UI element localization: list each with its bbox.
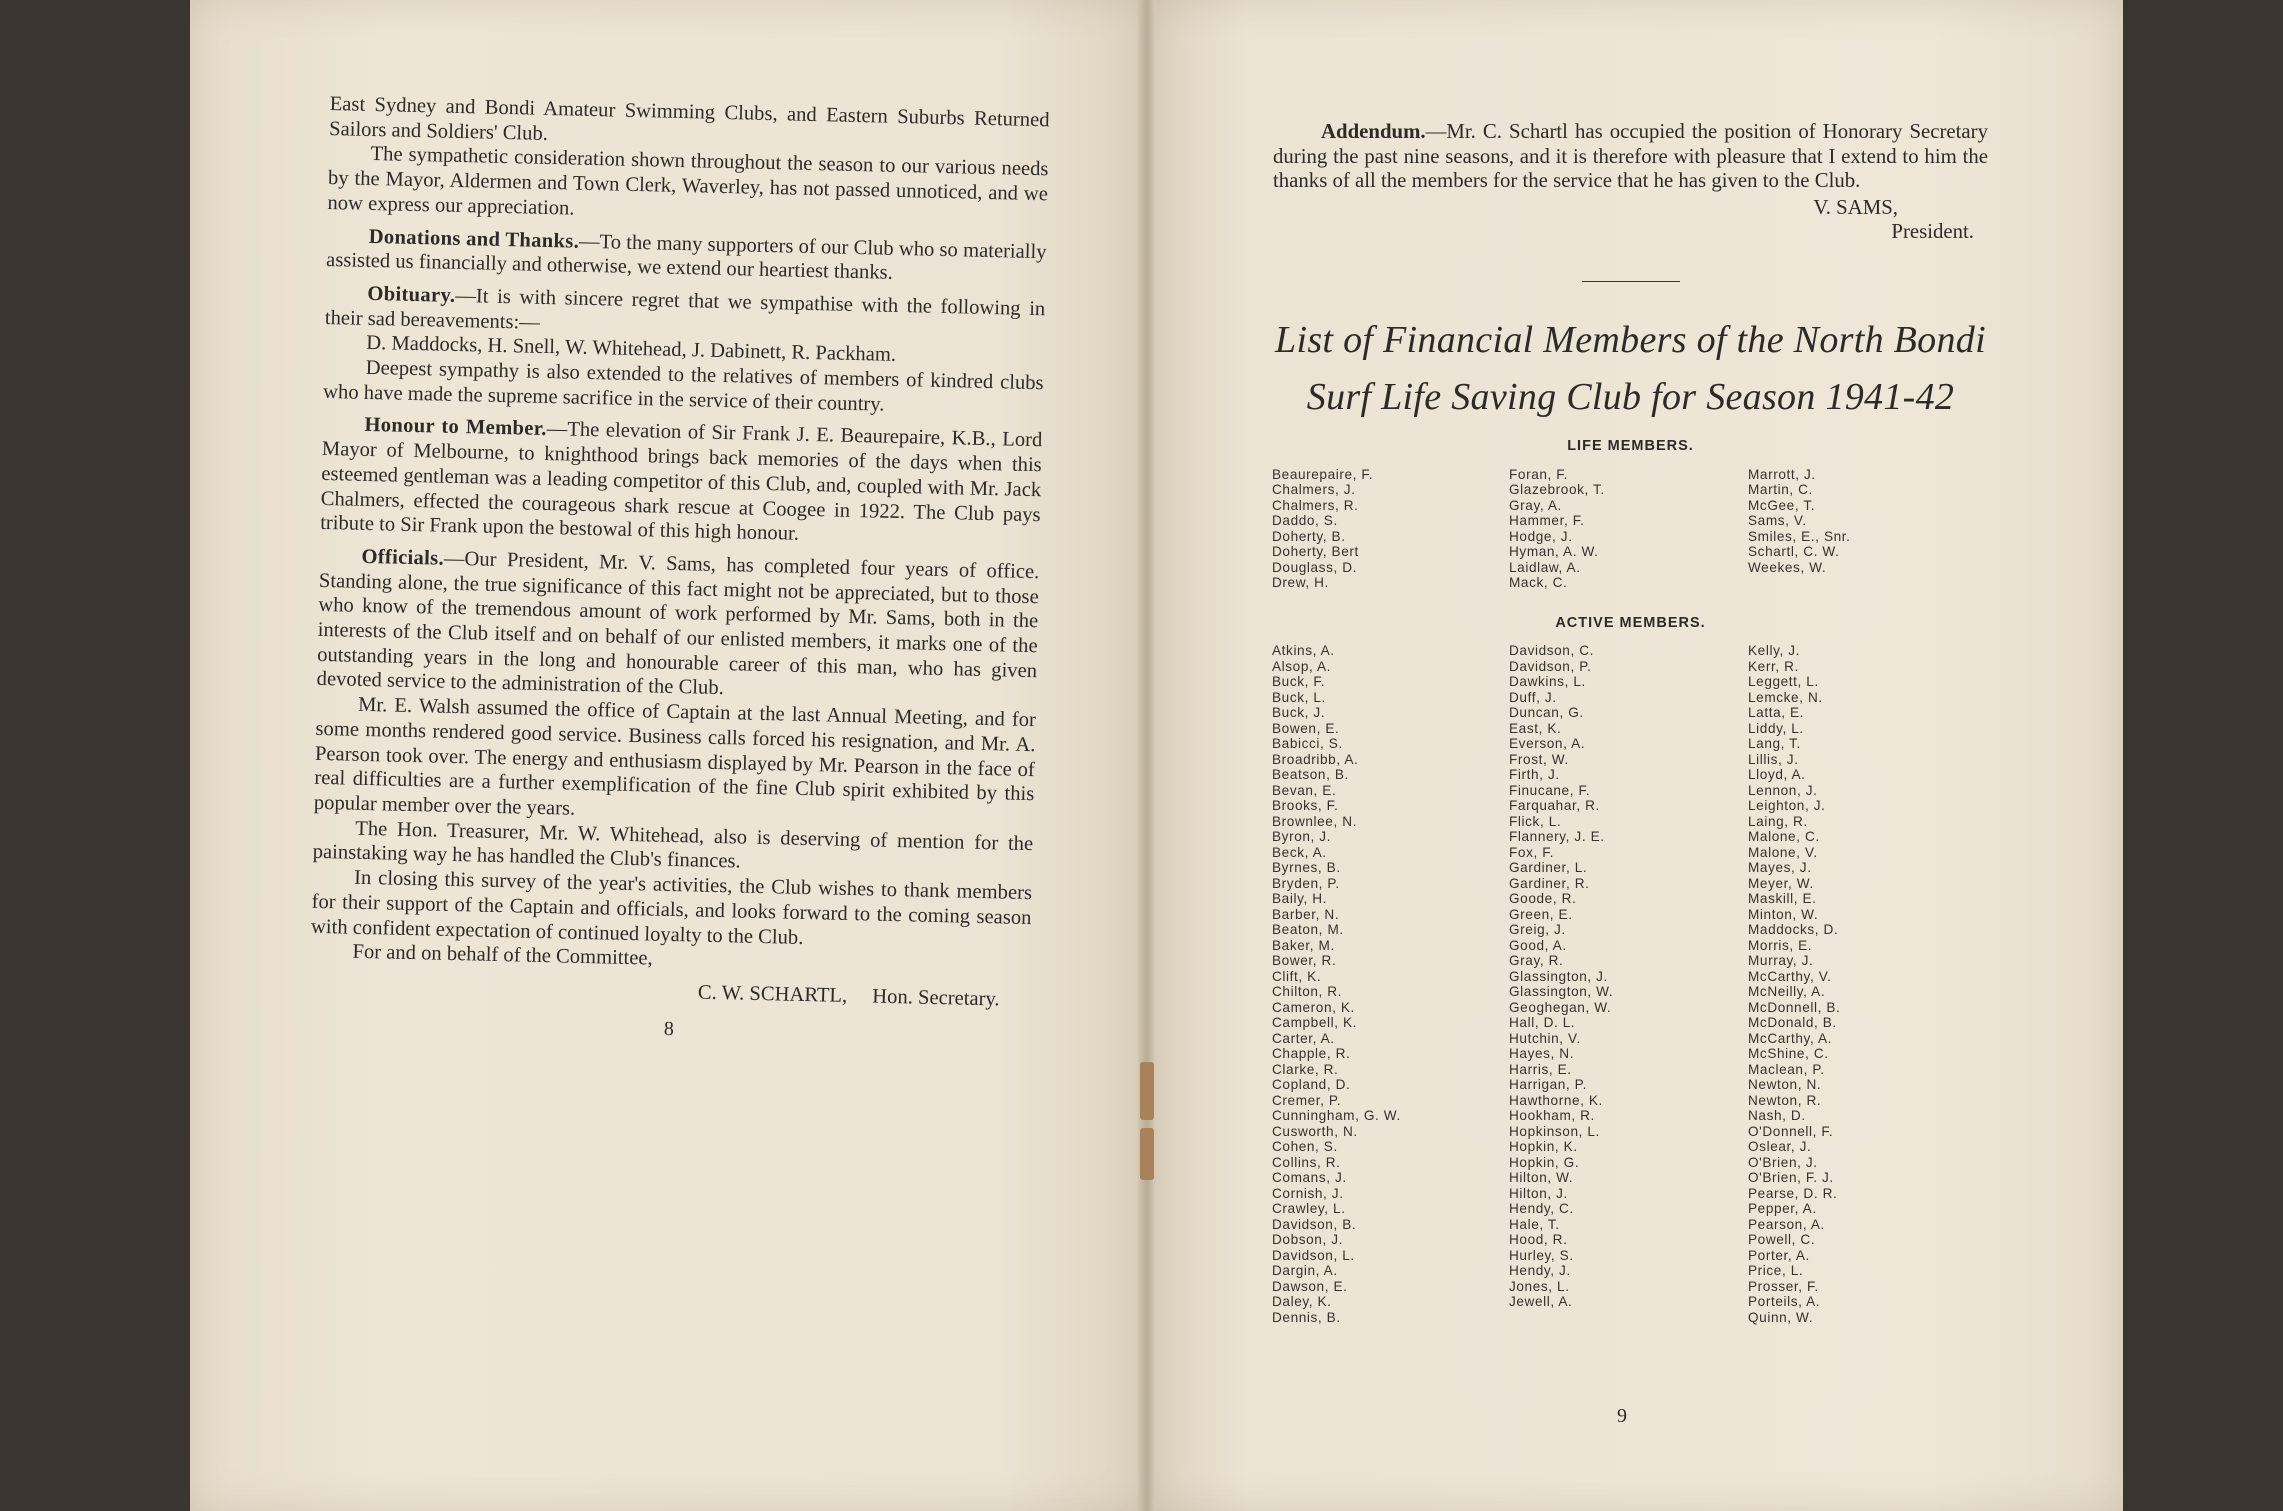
member-column — [1748, 643, 1840, 1325]
member-name: Glazebrook, T. — [1509, 482, 1605, 497]
member-name: Hendy, J. — [1509, 1263, 1571, 1278]
section-lead: Donations and Thanks. — [368, 225, 580, 253]
paragraph-text: —To the many supporters of our Club who so materially assisted us financially and otherwise, we extend our heartiest thanks. — [325, 230, 1047, 285]
member-name: Hale, T. — [1509, 1216, 1560, 1232]
member-name: Brownlee, N. — [1272, 813, 1358, 829]
member-name: Hilton, W. — [1509, 1170, 1574, 1185]
member-column — [1748, 467, 1851, 576]
member-name: Pepper, A. — [1748, 1201, 1817, 1216]
member-name: Douglass, D. — [1272, 559, 1358, 575]
member-name: Clarke, R. — [1272, 1061, 1339, 1077]
member-name: Hookham, R. — [1509, 1108, 1595, 1123]
member-name: Firth, J. — [1509, 767, 1560, 782]
member-name: Gray, A. — [1509, 497, 1562, 513]
member-name: Martin, C. — [1748, 482, 1813, 497]
member-name: Geoghegan, W. — [1509, 999, 1612, 1015]
member-name: Farquahar, R. — [1509, 798, 1600, 813]
paragraph — [314, 692, 1037, 832]
member-name: Gray, R. — [1509, 953, 1564, 968]
member-name: Bryden, P. — [1272, 875, 1340, 891]
member-name: Beaton, M. — [1272, 922, 1344, 937]
member-name: Latta, E. — [1748, 705, 1805, 720]
member-name: Hutchin, V. — [1509, 1030, 1581, 1046]
member-name: Newton, N. — [1748, 1077, 1822, 1092]
member-name: Hurley, S. — [1509, 1247, 1574, 1263]
member-name: McNeilly, A. — [1748, 984, 1826, 999]
member-name: Jones, L. — [1509, 1278, 1570, 1294]
member-name: Good, A. — [1509, 937, 1567, 953]
left-paragraphs — [310, 92, 1050, 980]
member-name: Davidson, B. — [1272, 1216, 1357, 1232]
member-name: Maclean, P. — [1748, 1061, 1825, 1077]
member-name: Chapple, R. — [1272, 1046, 1351, 1061]
member-name: Hyman, A. W. — [1509, 544, 1599, 559]
member-name: Cremer, P. — [1272, 1092, 1342, 1108]
paragraph-text: Mr. E. Walsh assumed the office of Captain at the last Annual Meeting, and for some months rendered good service. Business calls forced his resignation, and Mr. A. Pearson took over. The energy and enthusiasm displayed by Mr. Pearson in the face of real difficulties are a further exemplification of the fine Club spirit exhibited by this popular member over the years. — [313, 693, 1037, 820]
paragraph-text: Deepest sympathy is also extended to the relatives of members of kindred clubs who have made the supreme sacrifice in the service of their country. — [322, 356, 1044, 416]
member-name: Campbell, K. — [1272, 1015, 1358, 1030]
member-name: Dargin, A. — [1272, 1263, 1338, 1278]
secretary-title: Hon. Secretary. — [872, 985, 1000, 1011]
member-name: Gardiner, L. — [1509, 860, 1588, 875]
member-name: Doherty, Bert — [1272, 544, 1359, 559]
member-name: Harris, E. — [1509, 1061, 1572, 1077]
member-name: Buck, F. — [1272, 674, 1326, 689]
member-name: Brooks, F. — [1272, 798, 1339, 813]
member-name: Doherty, B. — [1272, 528, 1346, 544]
member-column — [1509, 467, 1605, 591]
member-name: McCarthy, V. — [1748, 968, 1832, 984]
member-name: Davidson, C. — [1509, 643, 1595, 658]
member-name: Byrnes, B. — [1272, 860, 1341, 875]
member-name: Duncan, G. — [1509, 705, 1584, 720]
member-name: Finucane, F. — [1509, 782, 1591, 798]
member-name: Davidson, L. — [1272, 1247, 1355, 1263]
member-name: Green, E. — [1509, 906, 1573, 922]
member-name: Mayes, J. — [1748, 860, 1812, 875]
member-name: O'Donnell, F. — [1748, 1123, 1834, 1139]
member-name: Everson, A. — [1509, 736, 1586, 751]
member-name: Hodge, J. — [1509, 528, 1573, 544]
member-name: Beaurepaire, F. — [1272, 466, 1374, 482]
paragraph — [327, 141, 1048, 231]
member-name: Chilton, R. — [1272, 984, 1343, 999]
paragraph-text: In closing this survey of the year's activities, the Club wishes to thank members for their support of the Captain and officials, and looks forward to the coming season with confident expectation of continued loyalty to the Club. — [310, 866, 1033, 949]
member-name: Collins, R. — [1272, 1154, 1341, 1170]
divider-rule — [1582, 281, 1680, 283]
member-name: Smiles, E., Snr. — [1748, 528, 1851, 544]
member-column — [1509, 643, 1613, 1310]
member-name: Atkins, A. — [1272, 643, 1335, 658]
binding-stitch — [1140, 1128, 1154, 1180]
paragraph-text: —Our President, Mr. V. Sams, has completed four years of office. Standing alone, the true significance of this fact might not be appreciated, but to those who know of the tremendous amount of work performed by Mr. Sams, both in the interests of the Club itself and on behalf of our enlisted members, it marks one of the outstanding years in the long and honourable career of this man, who has given devoted service to the administration of the Club. — [316, 547, 1040, 700]
paragraph-text: —It is with sincere regret that we sympathise with the following in their sad bereavements:— — [324, 284, 1046, 334]
member-name: Pearson, A. — [1748, 1216, 1825, 1232]
member-name: Morris, E. — [1748, 937, 1813, 953]
secretary-signature — [309, 972, 1029, 1013]
member-name: Pearse, D. R. — [1748, 1185, 1838, 1201]
member-name: Clift, K. — [1272, 968, 1322, 984]
left-page-text — [309, 92, 1050, 1049]
member-column — [1272, 467, 1373, 591]
member-name: Bevan, E. — [1272, 782, 1337, 798]
member-name: Lloyd, A. — [1748, 767, 1806, 782]
member-name: Cunningham, G. W. — [1272, 1108, 1401, 1123]
member-name: Minton, W. — [1748, 906, 1819, 922]
member-name: Broadribb, A. — [1272, 751, 1359, 767]
member-name: Porteils, A. — [1748, 1294, 1821, 1309]
list-title-line-2: Surf Life Saving Club for Season 1941-42 — [1306, 376, 1955, 418]
paragraph-text: East Sydney and Bondi Amateur Swimming Clubs, and Eastern Suburbs Returned Sailors and Soldiers' Club. — [328, 92, 1050, 145]
member-name: Leggett, L. — [1748, 674, 1819, 689]
list-title-line-1: List of Financial Members of the North Bondi — [1275, 319, 1986, 361]
member-name: Harrigan, P. — [1509, 1077, 1587, 1092]
book-spine — [1138, 0, 1156, 1511]
member-name: Goode, R. — [1509, 891, 1577, 906]
member-name: Maskill, E. — [1748, 891, 1817, 906]
member-name: Foran, F. — [1509, 466, 1569, 482]
member-name: Lennon, J. — [1748, 782, 1818, 798]
member-name: Hopkinson, L. — [1509, 1123, 1600, 1139]
member-name: Quinn, W. — [1748, 1309, 1814, 1325]
page-number-right: 9 — [1617, 1405, 1627, 1427]
member-name: Hawthorne, K. — [1509, 1092, 1603, 1108]
addendum-text: —Mr. C. Schartl has occupied the position of Honorary Secretary during the past nine seasons, and it is therefore with pleasure that I extend to him the thanks of all the members for the service that he has given to the Club. — [1273, 120, 1988, 192]
member-name: Prosser, F. — [1748, 1278, 1819, 1294]
member-name: Hayes, N. — [1509, 1046, 1575, 1061]
section-lead: Honour to Member. — [364, 414, 547, 441]
member-name: Davidson, P. — [1509, 658, 1592, 674]
member-name: Beck, A. — [1272, 844, 1327, 860]
paragraph-text: D. Maddocks, H. Snell, W. Whitehead, J. Dabinett, R. Packham. — [366, 332, 897, 367]
member-name: Dobson, J. — [1272, 1232, 1343, 1247]
active-members-heading: ACTIVE MEMBERS. — [1555, 614, 1706, 631]
secretary-name: C. W. SCHARTL, — [697, 981, 848, 1007]
member-name: Gardiner, R. — [1509, 875, 1590, 891]
member-name: Chalmers, J. — [1272, 482, 1356, 497]
member-name: Flannery, J. E. — [1509, 829, 1605, 844]
member-name: Chalmers, R. — [1272, 497, 1359, 513]
member-name: O'Brien, J. — [1748, 1154, 1818, 1170]
member-name: Dawson, E. — [1272, 1278, 1348, 1294]
paragraph-text: The Hon. Treasurer, Mr. W. Whitehead, also is deserving of mention for the painstaking way he has handled the Club's finances. — [312, 817, 1034, 873]
member-name: Fox, F. — [1509, 844, 1554, 860]
member-name: Liddy, L. — [1748, 720, 1804, 736]
member-name: East, K. — [1509, 720, 1562, 736]
member-name: Duff, J. — [1509, 689, 1557, 705]
life-members-list — [1273, 467, 1988, 597]
paragraph — [326, 223, 1047, 289]
president-title: President. — [1891, 220, 1974, 243]
member-name: Dawkins, L. — [1509, 674, 1586, 689]
life-members-heading: LIFE MEMBERS. — [1567, 438, 1694, 454]
member-name: Maddocks, D. — [1748, 922, 1839, 937]
member-name: Schartl, C. W. — [1748, 544, 1840, 559]
member-name: Hood, R. — [1509, 1232, 1568, 1247]
member-name: Babicci, S. — [1272, 736, 1343, 751]
member-name: Leighton, J. — [1748, 798, 1826, 813]
paragraph — [320, 412, 1043, 552]
member-name: Lillis, J. — [1748, 751, 1799, 767]
binding-stitch — [1140, 1062, 1154, 1120]
member-name: Mack, C. — [1509, 575, 1568, 590]
member-name: Carter, A. — [1272, 1030, 1335, 1046]
member-name: Buck, L. — [1272, 689, 1326, 705]
member-name: Cusworth, N. — [1272, 1123, 1358, 1139]
member-name: Marrott, J. — [1748, 466, 1816, 482]
member-name: Frost, W. — [1509, 751, 1569, 767]
member-name: Glassington, W. — [1509, 984, 1614, 999]
active-members-list — [1273, 643, 1988, 1343]
member-name: Hopkin, K. — [1509, 1139, 1578, 1154]
member-name: Byron, J. — [1272, 829, 1332, 844]
member-name: Hendy, C. — [1509, 1201, 1574, 1216]
member-name: Alsop, A. — [1272, 658, 1332, 674]
member-name: McShine, C. — [1748, 1046, 1829, 1061]
member-name: Flick, L. — [1509, 813, 1562, 829]
member-name: Cornish, J. — [1272, 1185, 1344, 1201]
member-name: Murray, J. — [1748, 953, 1814, 968]
member-name: Bower, R. — [1272, 953, 1337, 968]
member-name: Hilton, J. — [1509, 1185, 1568, 1201]
member-name: Glassington, J. — [1509, 968, 1608, 984]
paragraph-text: —The elevation of Sir Frank J. E. Beaurepaire, K.B., Lord Mayor of Melbourne, to knighthood brings back memories of the days when this esteemed gentleman was a leading competitor of this Club, and, coupled with Mr. Jack Chalmers, effected the courageous shark rescue at Coogee in 1922. The Club pays tribute to Sir Frank upon the bestowal of this high honour. — [319, 418, 1043, 545]
member-name: Hammer, F. — [1509, 513, 1585, 528]
member-name: Buck, J. — [1272, 705, 1326, 720]
president-name: V. SAMS, — [1813, 195, 1898, 219]
member-name: Dennis, B. — [1272, 1309, 1341, 1325]
member-name: Lang, T. — [1748, 736, 1801, 751]
member-name: Cameron, K. — [1272, 999, 1355, 1015]
member-name: Kelly, J. — [1748, 643, 1800, 658]
right-page-text — [1273, 120, 1988, 1343]
member-name: Oslear, J. — [1748, 1139, 1812, 1154]
member-name: McGee, T. — [1748, 497, 1816, 513]
member-name: Price, L. — [1748, 1263, 1804, 1278]
section-lead: Obituary. — [367, 282, 456, 307]
member-name: O'Brien, F. J. — [1748, 1170, 1834, 1185]
member-name: Bowen, E. — [1272, 720, 1340, 736]
paragraph-text: The sympathetic consideration shown throughout the season to our various needs by the Mayor, Aldermen and Town Clerk, Waverley, has not passed unnoticed, and we now express our appreciation. — [327, 143, 1049, 220]
member-name: Drew, H. — [1272, 575, 1329, 590]
member-name: Malone, C. — [1748, 829, 1820, 844]
paragraph — [316, 544, 1039, 709]
member-name: Crawley, L. — [1272, 1201, 1346, 1216]
member-name: Copland, D. — [1272, 1077, 1351, 1092]
member-name: Lemcke, N. — [1748, 689, 1823, 705]
member-name: Sams, V. — [1748, 513, 1807, 528]
page-number-left: 8 — [663, 1017, 675, 1040]
member-name: Daley, K. — [1272, 1294, 1332, 1309]
member-name: McDonald, B. — [1748, 1015, 1837, 1030]
member-name: Comans, J. — [1272, 1170, 1347, 1185]
member-name: McDonnell, B. — [1748, 999, 1841, 1015]
member-name: Baker, M. — [1272, 937, 1335, 953]
member-name: Newton, R. — [1748, 1092, 1822, 1108]
member-name: Laidlaw, A. — [1509, 559, 1581, 575]
member-name: Porter, A. — [1748, 1247, 1810, 1263]
paragraph-text: For and on behalf of the Committee, — [352, 940, 653, 970]
member-name: Laing, R. — [1748, 813, 1808, 829]
addendum-lead: Addendum. — [1321, 120, 1426, 143]
member-name: Baily, H. — [1272, 891, 1328, 906]
member-name: Hopkin, G. — [1509, 1154, 1580, 1170]
member-name: Nash, D. — [1748, 1108, 1806, 1123]
member-name: Daddo, S. — [1272, 513, 1338, 528]
member-name: Meyer, W. — [1748, 875, 1814, 891]
member-name: Beatson, B. — [1272, 767, 1349, 782]
member-name: Weekes, W. — [1748, 559, 1827, 575]
member-name: Cohen, S. — [1272, 1139, 1338, 1154]
list-title — [1273, 312, 1988, 426]
member-name: Hall, D. L. — [1509, 1015, 1576, 1030]
section-lead: Officials. — [361, 545, 445, 570]
member-name: Powell, C. — [1748, 1232, 1816, 1247]
member-name: Barber, N. — [1272, 906, 1340, 922]
member-name: Greig, J. — [1509, 922, 1566, 937]
member-name: McCarthy, A. — [1748, 1030, 1832, 1046]
addendum-paragraph — [1273, 120, 1988, 194]
member-column — [1272, 643, 1401, 1325]
member-name: Malone, V. — [1748, 844, 1818, 860]
member-name: Kerr, R. — [1748, 658, 1799, 674]
member-name: Jewell, A. — [1509, 1294, 1573, 1309]
